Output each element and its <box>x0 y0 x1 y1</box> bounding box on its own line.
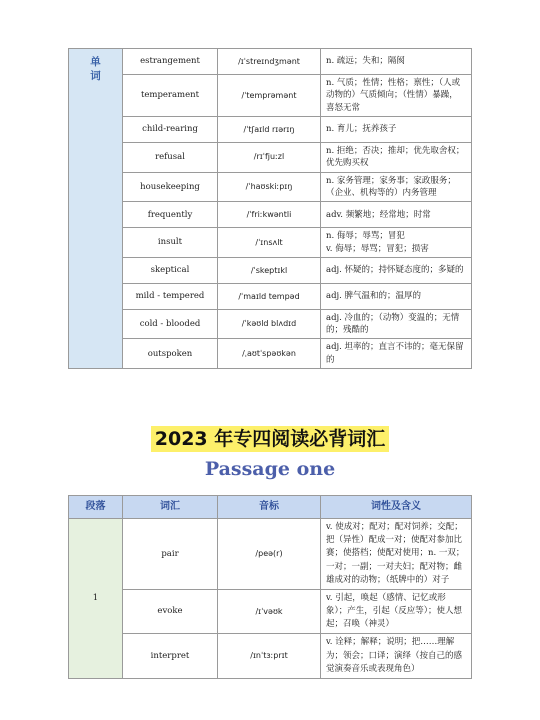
passage-vocab-table <box>68 495 472 679</box>
definition-cell: adv. 频繁地；经常地；时常 <box>321 202 472 228</box>
phonetic-cell: /ˈmaɪld tempəd <box>218 283 321 309</box>
word-cell: temperament <box>123 75 218 117</box>
phonetic-cell: /ˈhaʊskiːpɪŋ <box>218 172 321 202</box>
vocab-row <box>69 339 472 369</box>
header-word: 词汇 <box>123 496 218 519</box>
phonetic-cell: /ˈfriːkwəntli <box>218 202 321 228</box>
word-cell: refusal <box>123 142 218 172</box>
definition-cell: n. 疏远；失和；隔阂 <box>321 49 472 75</box>
phonetic-cell: /ˈtemprəmənt <box>218 75 321 117</box>
vocab-row <box>69 202 472 228</box>
word-cell: child-rearing <box>123 116 218 142</box>
phonetic-cell: /rɪˈfjuːzl <box>218 142 321 172</box>
word-cell: frequently <box>123 202 218 228</box>
vocab-row <box>69 228 472 258</box>
vocab-row <box>69 142 472 172</box>
definition-cell: adj. 脾气温和的；温厚的 <box>321 283 472 309</box>
phonetic-cell: /ˌaʊtˈspəʊkən <box>218 339 321 369</box>
definition-cell: n. 家务管理；家务事；家政服务；（企业、机构等的）内务管理 <box>321 172 472 202</box>
vocab-row <box>69 589 472 634</box>
header-row <box>69 496 472 519</box>
word-cell: interpret <box>123 634 218 679</box>
definition-cell: adj. 冷血的；（动物）变温的；无情的；残酷的 <box>321 309 472 339</box>
phonetic-cell: /ˈtʃaɪld rɪərɪŋ <box>218 116 321 142</box>
definition-cell: n. 拒绝；否决；推却；优先取舍权；优先购买权 <box>321 142 472 172</box>
word-cell: estrangement <box>123 49 218 75</box>
word-cell: housekeeping <box>123 172 218 202</box>
word-cell: pair <box>123 519 218 590</box>
definition-cell: adj. 坦率的；直言不讳的；毫无保留的 <box>321 339 472 369</box>
definition-cell: n. 气质；性情；性格；禀性；（人或动物的）气质倾向；（性情）暴躁，喜怒无常 <box>321 75 472 117</box>
word-cell: evoke <box>123 589 218 634</box>
phonetic-cell: /ˈskeptɪkl <box>218 257 321 283</box>
vocab-row <box>69 116 472 142</box>
definition-cell: v. 使成对；配对；配对饲养；交配；把（异性）配成一对；使配对参加比赛；使搭档；使配对使用；n. 一双；一对；一副；一对夫妇；配对物；雌雄成对的动物；（纸牌中的）对子 <box>321 519 472 590</box>
header-paragraph: 段落 <box>69 496 123 519</box>
definition-cell: v. 引起，唤起（感情、记忆或形象）；产生，引起（反应等）；使人想起；召唤（神灵） <box>321 589 472 634</box>
passage-title: Passage one <box>204 458 336 480</box>
phonetic-cell: /ɪˈvəʊk <box>218 589 321 634</box>
phonetic-cell: /ˈkəʊld blʌdɪd <box>218 309 321 339</box>
phonetic-cell: /ɪˈstreɪndʒmənt <box>218 49 321 75</box>
vocab-row <box>69 519 472 590</box>
word-cell: skeptical <box>123 257 218 283</box>
vocab-row <box>69 49 472 75</box>
vocab-row <box>69 634 472 679</box>
phonetic-cell: /ɪnˈtɜːprɪt <box>218 634 321 679</box>
header-phonetic: 音标 <box>218 496 321 519</box>
word-cell: cold - blooded <box>123 309 218 339</box>
definition-cell: n. 侮辱；辱骂；冒犯 v. 侮辱；辱骂；冒犯；损害 <box>321 228 472 258</box>
definition-cell: adj. 怀疑的；持怀疑态度的；多疑的 <box>321 257 472 283</box>
vocab-row <box>69 257 472 283</box>
word-cell: outspoken <box>123 339 218 369</box>
header-definition: 词性及含义 <box>321 496 472 519</box>
definition-cell: n. 育儿；抚养孩子 <box>321 116 472 142</box>
word-cell: insult <box>123 228 218 258</box>
word-cell: mild - tempered <box>123 283 218 309</box>
phonetic-cell: /peə(r) <box>218 519 321 590</box>
vocab-row <box>69 283 472 309</box>
section-label: 单 词 <box>69 49 123 369</box>
vocab-row <box>69 172 472 202</box>
vocab-row <box>69 309 472 339</box>
phonetic-cell: /ˈɪnsʌlt <box>218 228 321 258</box>
paragraph-number: 1 <box>69 519 123 679</box>
vocab-row <box>69 75 472 117</box>
vocab-table-continued <box>68 48 472 369</box>
definition-cell: v. 诠释；解释；说明；把……理解为；领会；口译；演绎（按自己的感觉演奏音乐或表现角色） <box>321 634 472 679</box>
main-title: 2023 年专四阅读必背词汇 <box>151 426 390 452</box>
main-title-wrap <box>0 426 540 452</box>
